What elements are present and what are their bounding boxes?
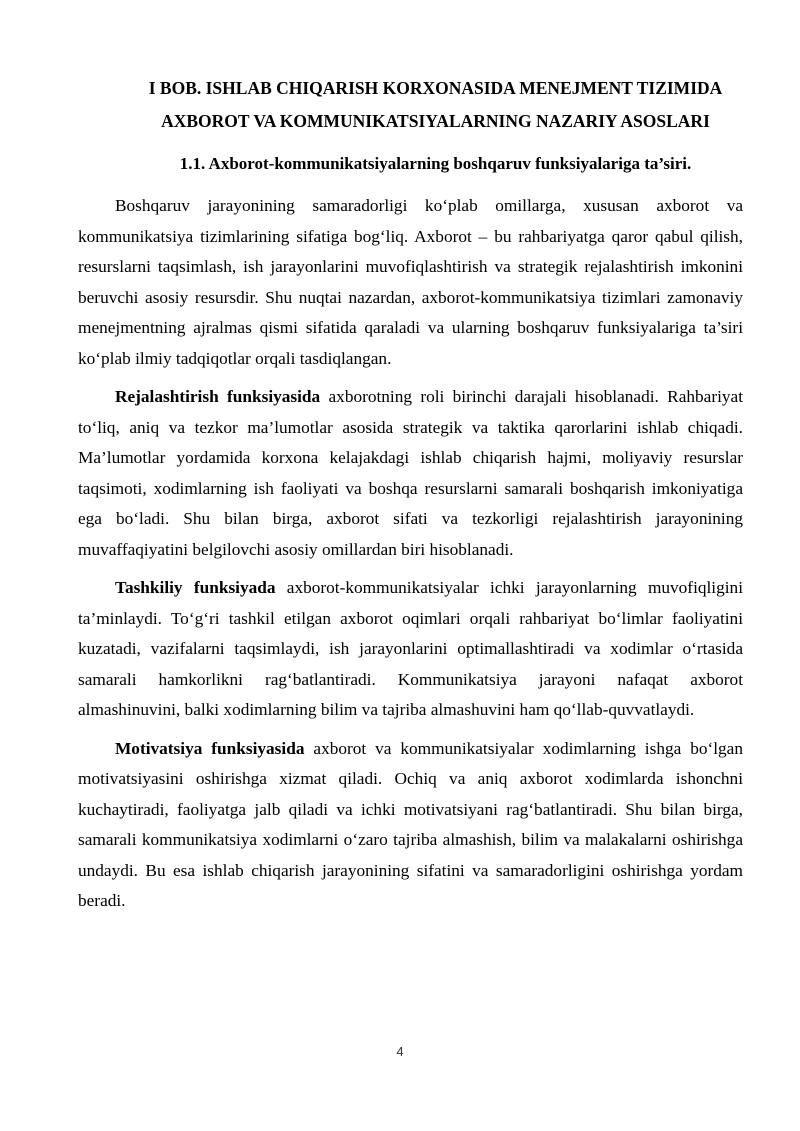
- paragraph-motivation: [78, 734, 743, 917]
- paragraph-lead: Tashkiliy funksiyada: [115, 578, 276, 597]
- paragraph-lead: Motivatsiya funksiyasida: [115, 738, 305, 758]
- paragraph-organizing: [78, 573, 743, 726]
- section-title: 1.1. Axborot-kommunikatsiyalarning boshqaruv funksiyalariga ta’siri.: [179, 154, 692, 173]
- paragraph-text: axborot-kommunikatsiyalar ichki jarayonlarning muvofiqligini ta’minlaydi. To‘g‘ri tashkil etilgan axborot oqimlari orqali rahbariyat bo‘limlar faoliyatini kuzatadi, vazifalarni taqsimlaydi, ish jarayonlarini optimallashtiradi va xodimlar o‘rtasida samarali hamkorlikni rag‘batlantiradi. Kommunikatsiya jarayoni nafaqat axborot almashinuvini, balki xodimlarning bilim va tajriba almashuvini ham qo‘llab-quvvatlaydi.: [78, 578, 743, 719]
- chapter-title: [78, 72, 743, 138]
- document-page: [78, 72, 743, 917]
- chapter-title-line-2: AXBOROT VA KOMMUNIKATSIYALARNING NAZARIY ASOSLARI: [161, 111, 710, 131]
- paragraph-planning: [78, 382, 743, 565]
- paragraph-intro: [78, 191, 743, 374]
- paragraph-lead: Rejalashtirish funksiyasida: [115, 387, 321, 406]
- chapter-title-line-1: I BOB. ISHLAB CHIQARISH KORXONASIDA MENEJMENT TIZIMIDA: [148, 78, 723, 98]
- paragraph-text: axborotning roli birinchi darajali hisoblanadi. Rahbariyat to‘liq, aniq va tezkor ma’lumotlar asosida strategik va taktika qarorlarini ishlab chiqadi. Ma’lumotlar yordamida korxona kelajakdagi ishlab chiqarish hajmi, moliyaviy resurslar taqsimoti, xodimlarning ish faoliyati va boshqa resurslarni samarali boshqarish imkoniyatiga ega bo‘ladi. Shu bilan birga, axborot sifati va tezkorligi rejalashtirish jarayonining muvaffaqiyatini belgilovchi asosiy omillardan biri hisoblanadi.: [78, 387, 743, 559]
- page-number: 4: [396, 1044, 404, 1059]
- paragraph-text: Boshqaruv jarayonining samaradorligi ko‘plab omillarga, xususan axborot va kommunikatsiya tizimlarining sifatiga bog‘liq. Axborot – bu rahbariyatga qaror qabul qilish, resurslarni taqsimlash, ish jarayonlarini muvofiqlashtirish va strategik rejalashtirish imkonini beruvchi asosiy resursdir. Shu nuqtai nazardan, axborot-kommunikatsiya tizimlari zamonaviy menejmentning ajralmas qismi sifatida qaraladi va ularning boshqaruv funksiyalariga ta’siri ko‘plab ilmiy tadqiqotlar orqali tasdiqlangan.: [78, 196, 743, 368]
- paragraph-text: axborot va kommunikatsiyalar xodimlarning ishga bo‘lgan motivatsiyasini oshirishga xizmat qiladi. Ochiq va aniq axborot xodimlarda ishonchni kuchaytiradi, faoliyatga jalb qiladi va ichki motivatsiyani rag‘batlantiradi. Shu bilan birga, samarali kommunikatsiya xodimlarni o‘zaro tajriba almashish, bilim va malakalarni oshirishga undaydi. Bu esa ishlab chiqarish jarayonining sifatini va samaradorligini oshirishga yordam beradi.: [78, 738, 743, 910]
